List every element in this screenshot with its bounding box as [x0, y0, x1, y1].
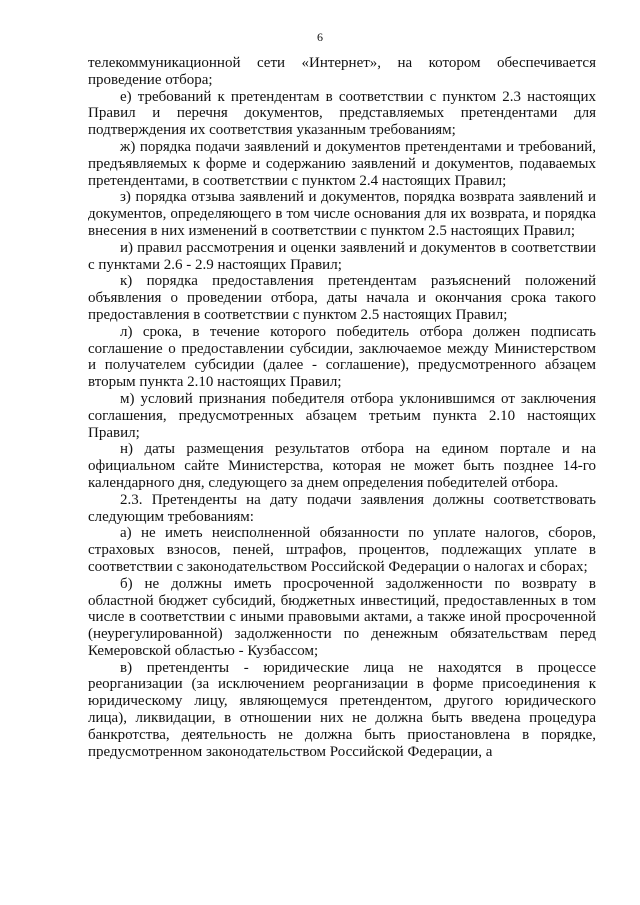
paragraph: з) порядка отзыва заявлений и документов, порядка возврата заявлений и документов, определяющего в том числе основания для их возврата, и порядка внесения в них изменений в соответствии с пунктом 2.5 настоящих Правил;	[88, 189, 596, 239]
paragraph: телекоммуникационной сети «Интернет», на котором обеспечивается проведение отбора;	[88, 55, 596, 88]
paragraph: н) даты размещения результатов отбора на едином портале и на официальном сайте Министерства, которая не может быть позднее 14-го календарного дня, следующего за днем определения победителей отбора.	[88, 441, 596, 491]
paragraph: м) условий признания победителя отбора уклонившимся от заключения соглашения, предусмотренных абзацем третьим пункта 2.10 настоящих Правил;	[88, 390, 596, 441]
document-body	[88, 55, 596, 760]
paragraph: и) правил рассмотрения и оценки заявлений и документов в соответствии с пунктами 2.6 - 2.9 настоящих Правил;	[88, 239, 596, 273]
paragraph: е) требований к претендентам в соответствии с пунктом 2.3 настоящих Правил и перечня документов, представляемых претендентами для подтверждения их соответствия указанным требованиям;	[88, 88, 596, 139]
page-number: 6	[317, 30, 323, 44]
paragraph: к) порядка предоставления претендентам разъяснений положений объявления о проведении отбора, даты начала и окончания срока такого предоставления в соответствии с пунктом 2.5 настоящих Правил;	[88, 273, 596, 323]
paragraph: л) срока, в течение которого победитель отбора должен подписать соглашение о предоставлении субсидии, заключаемое между Министерством и получателем субсидии (далее - соглашение), предусмотренного абзацем вторым пункта 2.10 настоящих Правил;	[88, 323, 596, 391]
paragraph: в) претенденты - юридические лица не находятся в процессе реорганизации (за исключением реорганизации в форме присоединения к юридическому лицу, являющемуся претендентом, другого юридического лица), ликвидации, в отношении них не должна быть введена процедура банкротства, деятельность не должна быть приостановлена в порядке, предусмотренном законодательством Российской Федерации, а	[88, 659, 596, 760]
paragraph: б) не должны иметь просроченной задолженности по возврату в областной бюджет субсидий, бюджетных инвестиций, предоставленных в том числе в соответствии с иными правовыми актами, а также иной просроченной (неурегулированной) задолженности по денежным обязательствам перед Кемеровской областью - Кузбассом;	[88, 575, 596, 659]
paragraph: 2.3. Претенденты на дату подачи заявления должны соответствовать следующим требованиям:	[88, 491, 596, 525]
paragraph: а) не иметь неисполненной обязанности по уплате налогов, сборов, страховых взносов, пеней, штрафов, процентов, подлежащих уплате в соответствии с законодательством Российской Федерации о налогах и сборах;	[88, 525, 596, 575]
paragraph: ж) порядка подачи заявлений и документов претендентами и требований, предъявляемых к форме и содержанию заявлений и документов, подаваемых претендентами, в соответствии с пунктом 2.4 настоящих Правил;	[88, 138, 596, 189]
